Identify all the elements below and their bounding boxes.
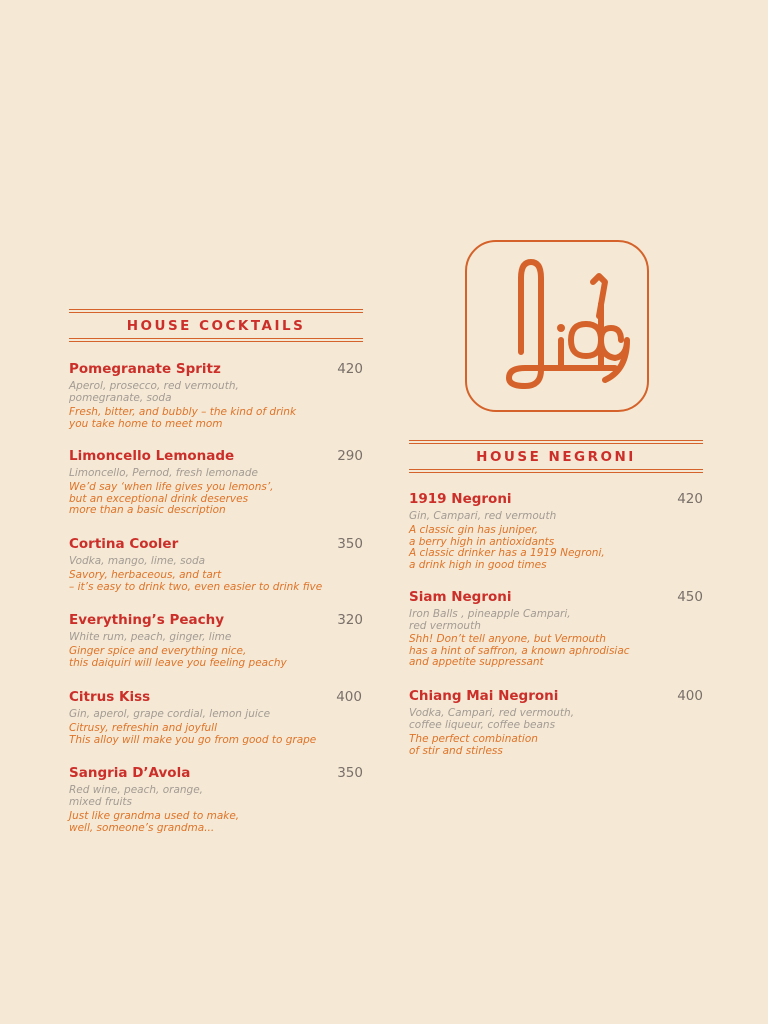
- item-ingredients: Iron Balls , pineapple Campari, red vermouth: [409, 608, 571, 632]
- cocktails-section: [69, 309, 363, 834]
- item-description: Fresh, bitter, and bubbly – the kind of drink you take home to meet mom: [69, 406, 297, 430]
- item-name: Sangria D’Avola: [69, 765, 191, 781]
- item-ingredients: White rum, peach, ginger, lime: [69, 631, 232, 643]
- logo-mark: [465, 240, 649, 412]
- item-ingredients: Limoncello, Pernod, fresh lemonade: [69, 467, 258, 479]
- rule: [69, 309, 363, 310]
- item-name: Siam Negroni: [409, 589, 512, 605]
- item-description: Just like grandma used to make, well, someone’s grandma...: [69, 810, 240, 834]
- item-name: Citrus Kiss: [69, 689, 151, 705]
- item-name: Cortina Cooler: [69, 536, 179, 552]
- item-name: Everything’s Peachy: [69, 612, 225, 628]
- item-description: Ginger spice and everything nice, this daiquiri will leave you feeling peachy: [69, 645, 287, 669]
- lido-logo: [465, 240, 649, 412]
- section-title: HOUSE COCKTAILS: [126, 318, 306, 334]
- negroni-header: [409, 440, 703, 474]
- rule: [409, 469, 703, 470]
- rule: [409, 440, 703, 441]
- item-price: 420: [677, 491, 703, 507]
- item-description: Savory, herbaceous, and tart – it’s easy to drink two, even easier to drink five: [69, 569, 323, 593]
- section-title: HOUSE NEGRONI: [476, 449, 636, 465]
- item-ingredients: Gin, Campari, red vermouth: [409, 510, 557, 522]
- item-ingredients: Red wine, peach, orange, mixed fruits: [69, 784, 204, 808]
- item-ingredients: Aperol, prosecco, red vermouth, pomegranate, soda: [69, 380, 239, 404]
- item-name: 1919 Negroni: [409, 491, 512, 507]
- item-price: 400: [336, 689, 362, 705]
- item-description: Shh! Don’t tell anyone, but Vermouth has a hint of saffron, a known aphrodisiac and appetite suppressant: [409, 633, 630, 668]
- item-name: Chiang Mai Negroni: [409, 688, 559, 704]
- item-price: 420: [337, 361, 363, 377]
- item-description: A classic gin has juniper, a berry high in antioxidants A classic drinker has a 1919 Negroni, a drink high in good times: [409, 524, 605, 571]
- rule: [69, 338, 363, 339]
- rule: [69, 312, 363, 313]
- item-description: Citrusy, refreshin and joyfull This alloy will make you go from good to grape: [69, 722, 317, 746]
- negroni-section: [409, 440, 703, 757]
- item-price: 400: [677, 688, 703, 704]
- item-ingredients: Gin, aperol, grape cordial, lemon juice: [69, 708, 271, 720]
- item-price: 450: [677, 589, 703, 605]
- item-ingredients: Vodka, mango, lime, soda: [69, 555, 206, 567]
- rule: [69, 341, 363, 342]
- rule: [409, 443, 703, 444]
- cocktails-header: [69, 309, 363, 343]
- rule: [409, 472, 703, 473]
- item-name: Pomegranate Spritz: [69, 361, 221, 377]
- item-price: 350: [337, 765, 363, 781]
- item-ingredients: Vodka, Campari, red vermouth, coffee liqueur, coffee beans: [409, 707, 575, 731]
- item-description: We’d say ‘when life gives you lemons’, but an exceptional drink deserves more than a basic description: [69, 481, 274, 516]
- item-price: 350: [337, 536, 363, 552]
- item-price: 290: [337, 448, 363, 464]
- item-name: Limoncello Lemonade: [69, 448, 235, 464]
- item-description: The perfect combination of stir and stirless: [409, 733, 538, 757]
- item-price: 320: [337, 612, 363, 628]
